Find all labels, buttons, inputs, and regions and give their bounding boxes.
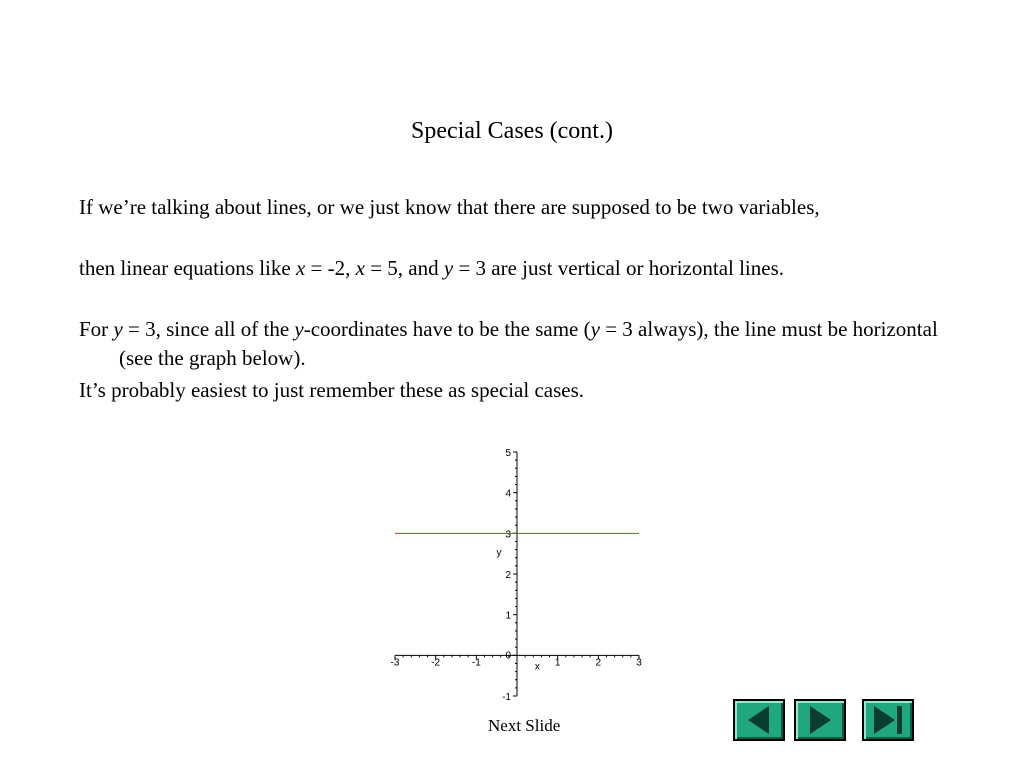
last-slide-icon [864, 701, 912, 739]
next-slide-label[interactable]: Next Slide [488, 716, 561, 735]
graph-y-equals-3 [383, 440, 653, 710]
y-axis-label: y [496, 547, 502, 559]
paragraph-linear-equations: then linear equations like x = -2, x = 5, and y = 3 are just vertical or horizontal lines. [79, 256, 785, 280]
y-tick-label: 4 [505, 488, 511, 500]
x-tick-label: 2 [595, 657, 602, 669]
paragraph-horizontal-line: For y = 3, since all of the y-coordinates have to be the same (y = 3 always), the line must be horizontal (see the graph below). [79, 317, 938, 370]
previous-triangle-icon [735, 701, 783, 739]
x-tick-label: -3 [390, 657, 400, 669]
y-tick-label: -1 [502, 692, 511, 703]
paragraph-special-cases: It’s probably easiest to just remember these as special cases. [79, 378, 585, 402]
x-tick-label: 3 [636, 657, 642, 669]
previous-slide-button[interactable] [733, 699, 785, 741]
x-axis-label: x [534, 661, 540, 673]
paragraph-two-variables: If we’re talking about lines, or we just know that there are supposed to be two variables, [79, 195, 820, 219]
x-tick-label: -1 [471, 657, 481, 669]
y-tick-label: 3 [505, 529, 511, 541]
next-triangle-icon [796, 701, 844, 739]
next-slide-button[interactable] [794, 699, 846, 741]
x-tick-label: 1 [554, 657, 561, 669]
x-tick-label: 0 [505, 650, 511, 662]
y-tick-label: 1 [505, 610, 511, 622]
slide-title: Special Cases (cont.) [411, 118, 613, 144]
y-tick-label: 2 [505, 570, 511, 581]
last-slide-button[interactable] [862, 699, 914, 741]
y-tick-label: 5 [505, 448, 511, 459]
x-tick-label: -2 [431, 657, 441, 669]
